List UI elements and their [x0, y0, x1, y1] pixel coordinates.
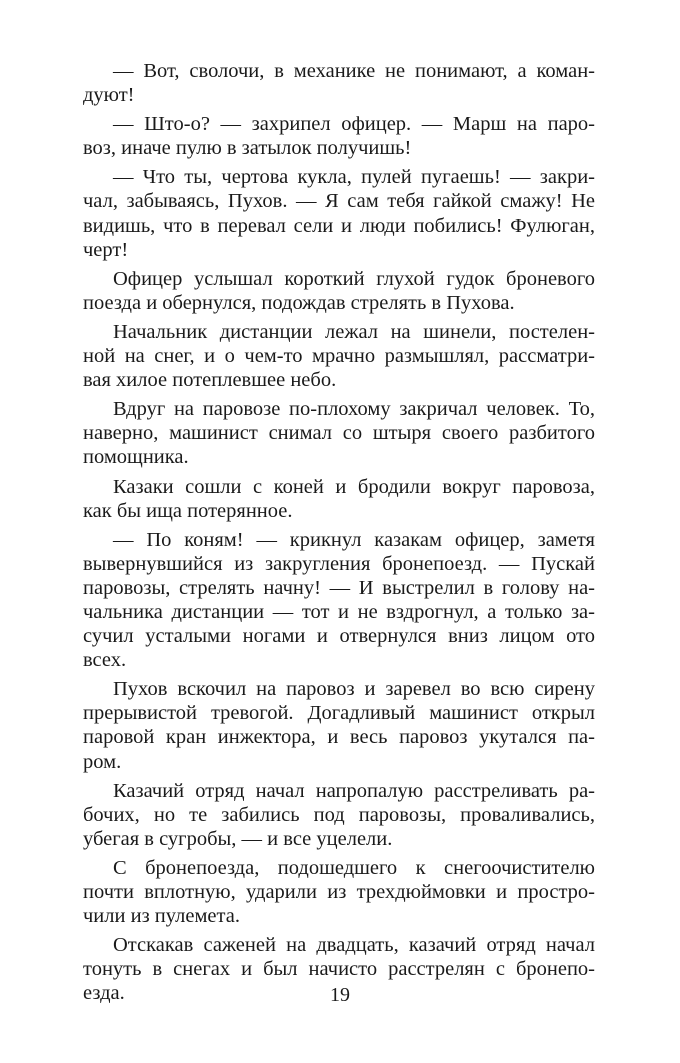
text-line: убегая в сугробы, — и все уцелели.: [83, 827, 393, 850]
paragraph: [83, 677, 595, 773]
text-line: С бронепоезда, подошедшего к снегоочистителю: [113, 856, 595, 879]
text-line: Пухов вскочил на паровоз и заревел во всю сирену: [113, 678, 595, 701]
text-line: как бы ища потерянное.: [83, 499, 293, 522]
text-line: езда.: [83, 982, 125, 1005]
text-line: паровой кран инжектора, и весь паровоз укутался па-: [83, 726, 595, 749]
text-line: тонуть в снегах и был начисто расстрелян с бронепо-: [83, 958, 595, 981]
text-line: — Што-о? — захрипел офицер. — Марш на паро-: [113, 113, 595, 136]
page-number: 19: [330, 984, 350, 1006]
text-line: вая хилое потеплевшее небо.: [83, 369, 337, 392]
page-body: [83, 59, 595, 1005]
text-line: всех.: [83, 649, 127, 672]
text-line: — По коням! — крикнул казакам офицер, заметя: [113, 528, 595, 551]
text-line: паровозы, стрелять начну! — И выстрелил в голову на-: [83, 576, 595, 599]
text-line: Отскакав саженей на двадцать, казачий отряд начал: [113, 934, 595, 957]
text-line: ром.: [83, 750, 122, 773]
paragraph: [83, 59, 595, 107]
text-line: черт!: [83, 238, 129, 261]
paragraph: [83, 856, 595, 928]
paragraph: [83, 267, 595, 315]
text-line: сучил усталыми ногами и отвернулся вниз лицом ото: [83, 625, 595, 648]
text-line: Начальник дистанции лежал на шинели, постелен-: [113, 320, 595, 343]
text-line: — Что ты, чертова кукла, пулей пугаешь! — закри-: [113, 166, 595, 189]
paragraph: [83, 397, 595, 469]
paragraph: [83, 112, 595, 160]
paragraph: [83, 528, 595, 673]
text-line: бочих, но те забились под паровозы, проваливались,: [83, 803, 595, 826]
text-line: чили из пулемета.: [83, 905, 240, 928]
text-line: дуют!: [83, 84, 135, 107]
text-line: чал, забываясь, Пухов. — Я сам тебя гайкой смажу! Не: [83, 190, 595, 213]
text-line: ной на снег, и о чем-то мрачно размышлял, рассматри-: [83, 345, 595, 368]
paragraph: [83, 165, 595, 261]
text-line: почти вплотную, ударили из трехдюймовки и простро-: [83, 881, 595, 903]
text-line: наверно, машинист снимал со штыря своего разбитого: [83, 422, 595, 445]
text-line: — Вот, сволочи, в механике не понимают, а коман-: [113, 60, 595, 82]
text-line: чальника дистанции — тот и не вздрогнул, а только за-: [83, 600, 595, 623]
text-line: Казачий отряд начал напропалую расстреливать ра-: [113, 779, 595, 802]
paragraph: [83, 320, 595, 392]
text-line: вывернувшийся из закругления бронепоезд. — Пускай: [83, 552, 595, 575]
paragraph: [83, 779, 595, 851]
text-line: видишь, что в перевал сели и люди побились! Фулюган,: [83, 214, 595, 237]
paragraph: [83, 475, 595, 523]
text-line: поезда и обернулся, подождав стрелять в Пухова.: [83, 291, 515, 314]
text-line: Офицер услышал короткий глухой гудок броневого: [113, 267, 595, 290]
text-line: прерывистой тревогой. Догадливый машинист открыл: [83, 702, 595, 725]
text-line: Казаки сошли с коней и бродили вокруг паровоза,: [113, 475, 595, 498]
text-line: помощника.: [83, 446, 189, 469]
text-line: воз, иначе пулю в затылок получишь!: [83, 137, 412, 160]
text-line: Вдруг на паровозе по-плохому закричал человек. То,: [113, 398, 595, 421]
